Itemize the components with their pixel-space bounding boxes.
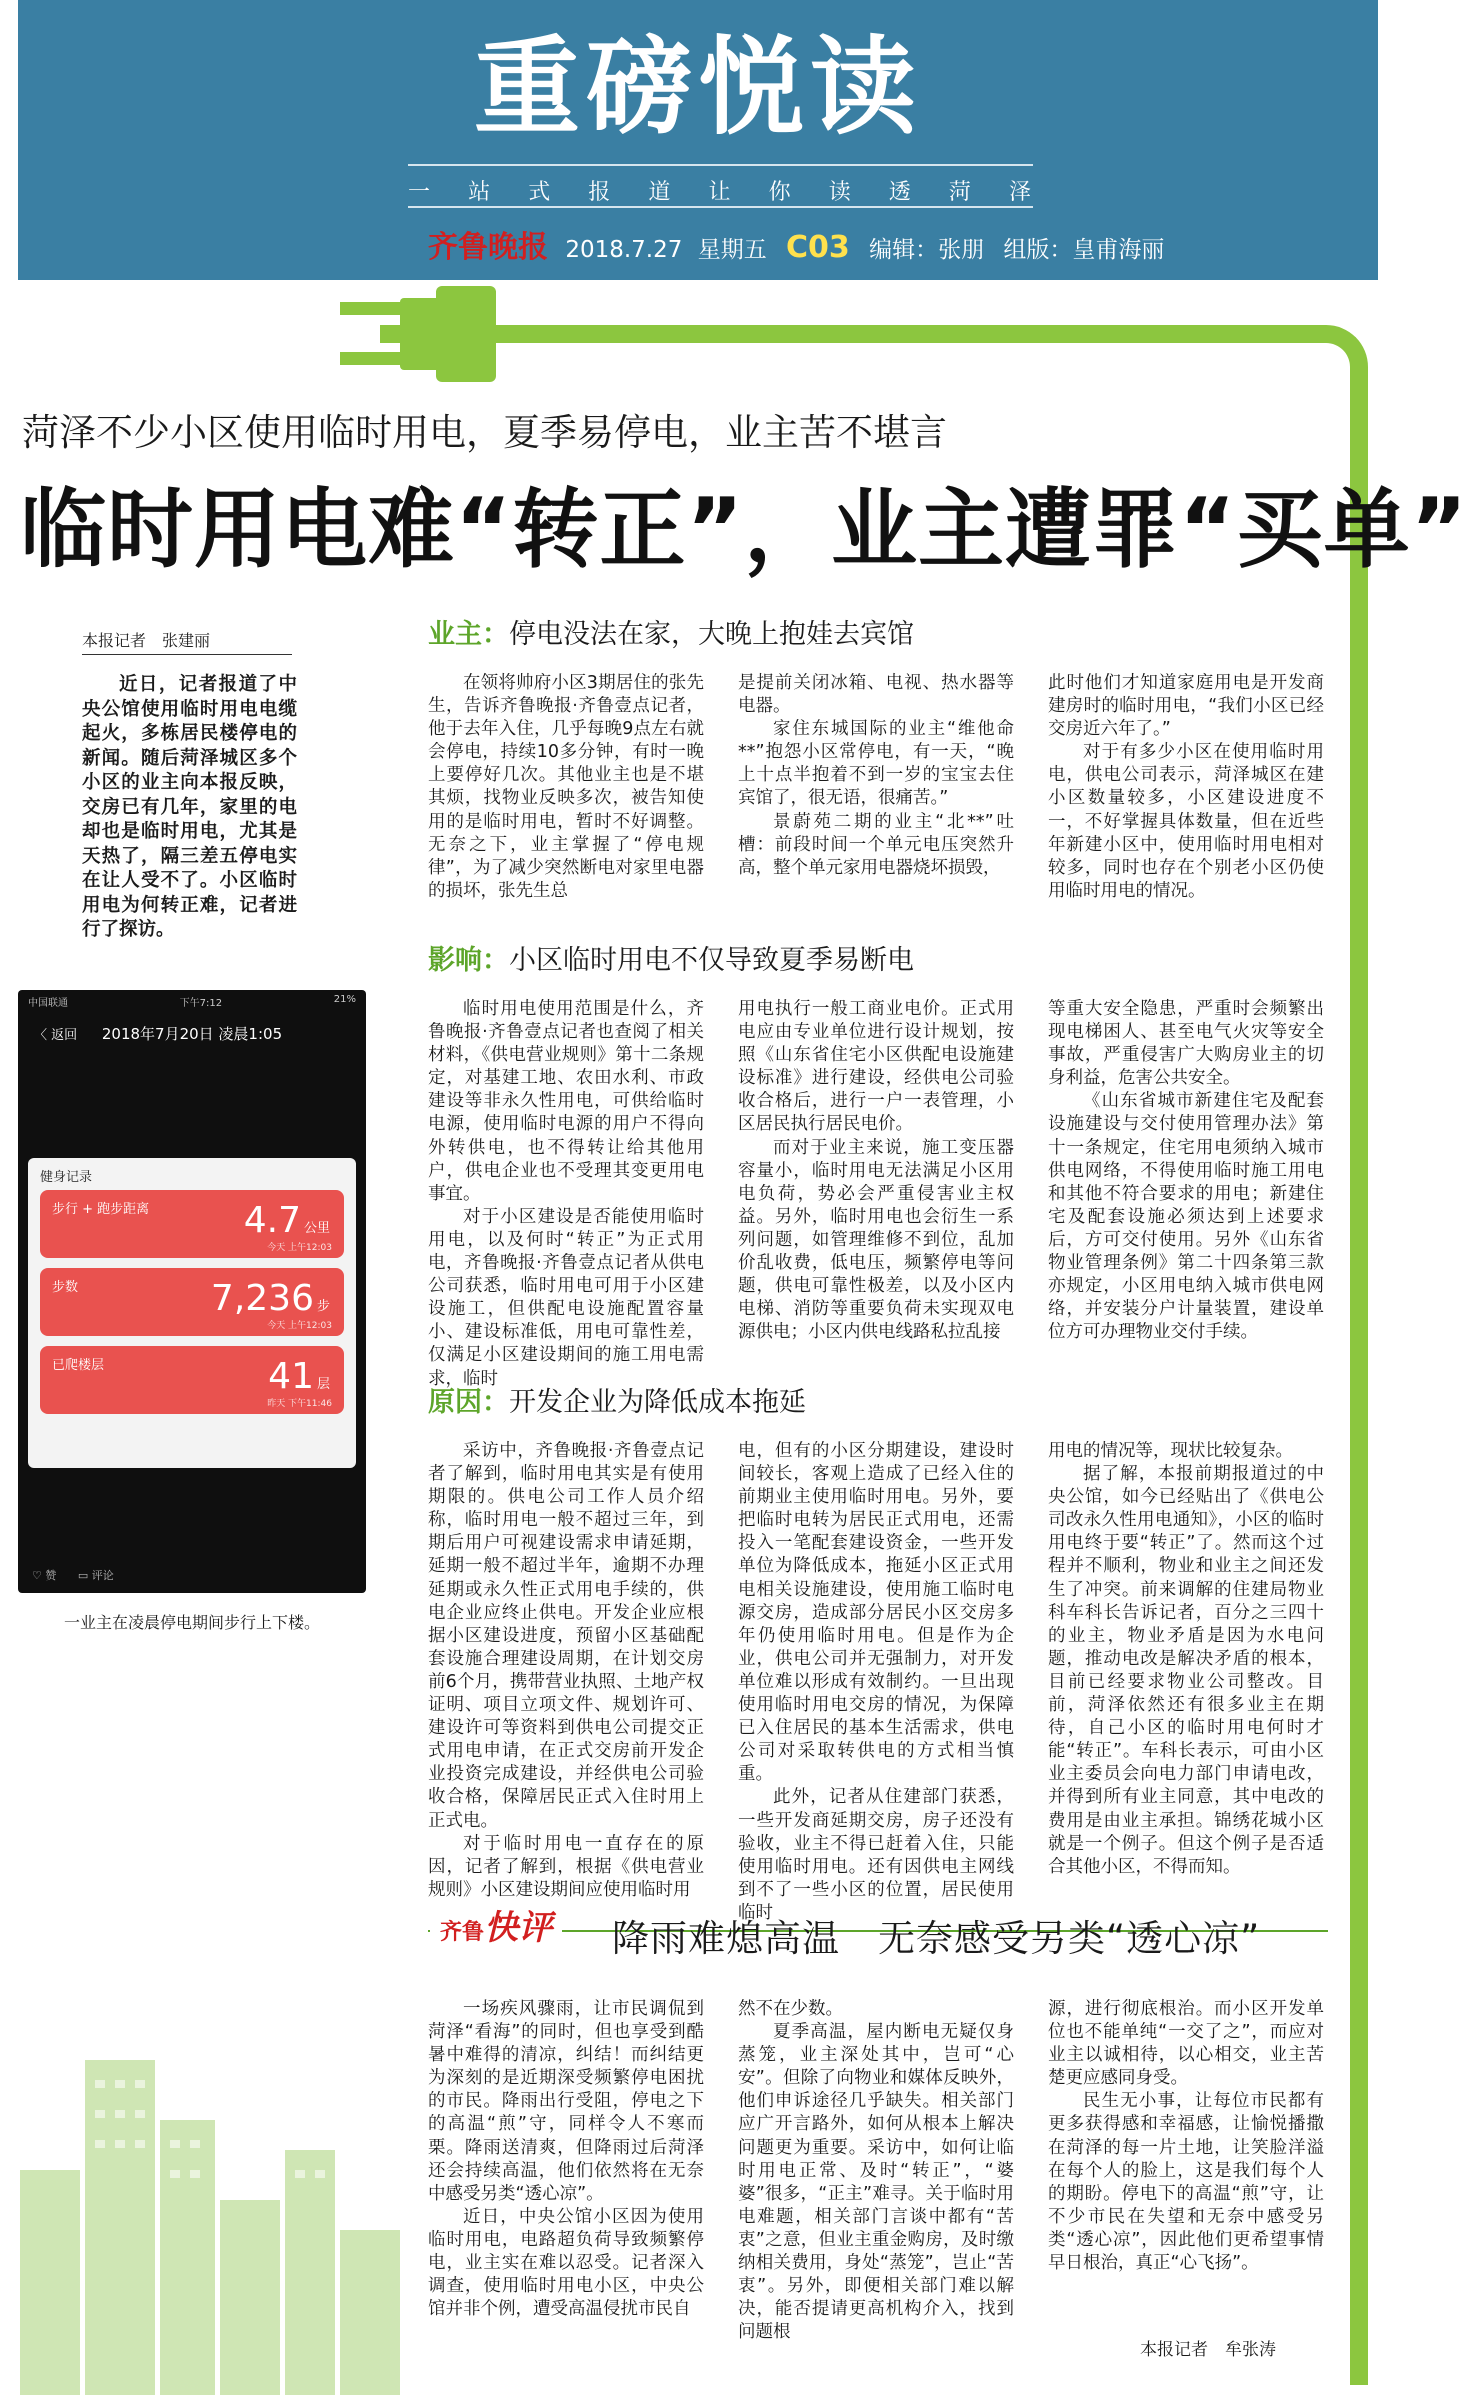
tile-value (244, 1200, 330, 1241)
paragraph: 《山东省城市新建住宅及配套设施建设与交付使用管理办法》第十一条规定，住宅用电须纳入城市供电网络，不得使用临时施工用电和其他不符合要求的用电；新建住宅及配套设施必须达到上述要求后，方可交付使用。另外《山东省物业管理条例》第二十四条第三款亦规定，小区用电纳入城市供电网络，并安装分户计量装置，建设单位方可办理物业交付手续。 (1048, 1091, 1324, 1343)
tile-label: 已爬楼层 (52, 1358, 105, 1373)
tile-label: 步行 + 跑步距离 (52, 1202, 150, 1217)
comment-logo-b: 快评 (484, 1908, 553, 1948)
tile-number: 4.7 (243, 1200, 301, 1241)
section2-col1 (428, 998, 704, 1389)
paragraph: 夏季高温，屋内断电无疑仅身蒸笼，业主深处其中，岂可“心安”。但除了向物业和媒体反映外，他们申诉途径几乎缺失。相关部门应广开言路外，如何从根本上解决问题更为重要。采访中，如何让临时用电正常、及时“转正”，“婆婆”很多，“正主”难寻。关于临时用电难题，相关部门言谈中都有“苦衷”之意，但业主重金购房，及时缴纳相关费用，身处“蒸笼”，岂止“苦衷”。另外，即便相关部门难以解决，能否提请更高机构介入，找到问题根 (738, 2022, 1014, 2343)
section1-col2 (738, 672, 1014, 926)
paragraph: 此时他们才知道家庭用电是开发商建房时的临时用电，“我们小区已经交房近六年了。” (1048, 673, 1324, 740)
issue-date: 2018.7.27 (565, 237, 683, 263)
tile-value (268, 1356, 330, 1397)
photo-caption: 一业主在凌晨停电期间步行上下楼。 (63, 1613, 320, 1632)
section2-col3 (1048, 998, 1324, 1368)
phone-title: 2018年7月20日 凌晨1:05 (101, 1025, 283, 1043)
section1-col1 (428, 672, 704, 926)
plug-prong-icon (340, 352, 404, 365)
tile-unit: 公里 (303, 1221, 330, 1236)
paragraph: 一场疾风骤雨，让市民调侃到菏泽“看海”的同时，但也享受到酷暑中难得的清凉，纠结！而纠结更为深刻的是近期深受频繁停电困扰的市民。降雨出行受阻，停电之下的高温“煎”守，同样令人不寒而栗。降雨送清爽，但降雨过后菏泽还会持续高温，他们依然将在无奈中感受另类“透心凉”。 (428, 1999, 704, 2204)
comment-label[interactable]: 评论 (91, 1569, 114, 1582)
section-head-cause (428, 1380, 806, 1419)
section2-col2 (738, 998, 1014, 1368)
comment-col2 (738, 1998, 1014, 2370)
floors-tile (40, 1346, 344, 1414)
back-button[interactable]: 〈 返回 (34, 1028, 78, 1043)
comment-title: 降雨难熄高温 无奈感受另类“透心凉” (612, 1917, 1261, 1960)
paragraph: 在领将帅府小区3期居住的张先生，告诉齐鲁晚报·齐鲁壹点记者，他于去年入住，几乎每晚9点左右就会停电，持续10多分钟，有时一晚上要停好几次。其他业主也是不堪其烦，找物业反映多次，被告知使用的是临时用电，暂时不好调整。无奈之下，业主掌握了“停电规律”，为了减少突然断电对家里电器的损坏，张先生总 (428, 673, 704, 901)
section-tag: 原因： (428, 1387, 509, 1418)
section-head-impact (428, 938, 914, 977)
section3-col3 (1048, 1440, 1324, 1880)
comment-col3 (1048, 1998, 1324, 2318)
masthead (18, 0, 1378, 280)
main-headline: 临时用电难“转正”，业主遭罪“买单” (20, 480, 1468, 580)
paragraph: 景蔚苑二期的业主“北**”吐槽：前段时间一个单元电压突然升高，整个单元家用电器烧坏损毁， (738, 811, 1014, 878)
masthead-rule (408, 164, 1033, 166)
masthead-info (428, 222, 1164, 266)
section-head-owners (428, 612, 914, 651)
byline: 本报记者 张建丽 (82, 628, 292, 655)
page-number: C03 (786, 230, 850, 265)
paragraph: 是提前关闭冰箱、电视、热水器等电器。 (738, 673, 1014, 717)
plug-prong-icon (340, 302, 404, 315)
section-tag: 业主： (428, 619, 509, 650)
tile-label: 步数 (52, 1280, 79, 1295)
masthead-title: 重磅悦读 (474, 26, 922, 149)
comment-icon[interactable]: ▭ (77, 1569, 89, 1582)
battery: 21% (333, 994, 356, 1005)
phone-actions (32, 1567, 114, 1583)
masthead-subtitle: 一站式报道让你读透菏泽 (408, 180, 1033, 205)
paragraph: 对于有多少小区在使用临时用电，供电公司表示，菏泽城区在建小区数量较多，小区建设进度不一，不好掌握具体数量，但在近些年新建小区中，使用临时用电相对较多，同时也存在个别老小区仍使用临时用电的情况。 (1048, 742, 1324, 901)
paragraph: 而对于业主来说，施工变压器容量小，临时用电无法满足小区用电负荷，势必会严重侵害业主权益。另外，临时用电也会衍生一系列问题，如管理维修不到位，乱加价乱收费，低电压，频繁停电等问题，供电可靠性极差，以及小区内电梯、消防等重要负荷未实现双电源供电；小区内供电线路私拉乱接 (738, 1137, 1014, 1343)
fitness-card (28, 1158, 356, 1468)
like-icon[interactable]: ♡ (32, 1569, 42, 1582)
masthead-rule (408, 206, 1033, 208)
section-title: 停电没法在家，大晚上抱娃去宾馆 (509, 619, 914, 650)
distance-tile (40, 1190, 344, 1258)
tile-time: 今天 上午12:03 (267, 1321, 332, 1331)
paragraph: 电，但有的小区分期建设，建设时间较长，客观上造成了已经入住的前期业主使用临时用电。另外，要把临时电转为居民正式用电，还需投入一笔配套建设资金，一些开发单位为降低成本，拖延小区正式用电相关设施建设，使用施工临时电源交房，造成部分居民小区交房多年仍使用临时用电。但是作为企业，供电公司并无强制力，对开发单位难以形成有效制约。一旦出现使用临时用电交房的情况，为保障已入住居民的基本生活需求，供电公司对采取转供电的方式相当慎重。 (738, 1441, 1014, 1785)
section-title: 开发企业为降低成本拖延 (509, 1387, 806, 1418)
paragraph: 对于小区建设是否能使用临时用电，以及何时“转正”为正式用电，齐鲁晚报·齐鲁壹点记者从供电公司获悉，临时用电可用于小区建设施工，但供配电设施配置容量小、建设标准低，用电可靠性差，仅满足小区建设期间的施工用电需求，临时 (428, 1206, 704, 1389)
tile-unit: 层 (316, 1377, 330, 1392)
paragraph: 近日，中央公馆小区因为使用临时用电，电路超负荷导致频繁停电，业主实在难以忍受。记者深入调查，使用临时用电小区，中央公馆并非个例，遭受高温侵扰市民自 (428, 2206, 704, 2320)
paragraph: 据了解，本报前期报道过的中央公馆，如今已经贴出了《供电公司改永久性用电通知》，小区的临时用电终于要“转正”了。然而这个过程并不顺利，物业和业主之间还发生了冲突。前来调解的住建局物业科车科长告诉记者，百分之三四十的业主，物业矛盾是因为水电问题，推动电改是解决矛盾的根本，目前已经要求物业公司整改。目前，菏泽依然还有很多业主在期待，自己小区的临时用电何时才能“转正”。车科长表示，可由小区业主委员会向电力部门申请电改，并得到所有业主同意，其中电改的费用是由业主承担。锦绣花城小区就是一个例子。但这个例子是否适合其他小区，不得而知。 (1048, 1464, 1324, 1877)
carrier: 中国联通 (28, 998, 68, 1009)
section3-col2 (738, 1440, 1014, 1923)
tile-number: 41 (268, 1356, 314, 1397)
paragraph: 然不在少数。 (738, 1999, 843, 2019)
comment-col1 (428, 1998, 704, 2370)
tile-time: 昨天 下午11:46 (267, 1399, 332, 1409)
skyline-illustration (0, 2000, 430, 2395)
paragraph: 用电的情况等，现状比较复杂。 (1048, 1441, 1293, 1461)
paragraph: 用电执行一般工商业电价。正式用电应由专业单位进行设计规划，按照《山东省住宅小区供配电设施建设标准》进行建设，经供电公司验收合格后，进行一户一表管理，小区居民执行居民电价。 (738, 999, 1014, 1135)
paragraph: 对于临时用电一直存在的原因，记者了解到，根据《供电营业规则》小区建设期间应使用临时用 (428, 1833, 704, 1900)
clock: 下午7:12 (179, 998, 223, 1009)
paragraph: 源，进行彻底根治。而小区开发单位也不能单纯“一交了之”，而应对业主以诚相待，以心相交，业主苦楚更应感同身受。 (1048, 1999, 1324, 2089)
paragraph: 家住东城国际的业主“维他命**”抱怨小区常停电，有一天，“晚上十点半抱着不到一岁的宝宝去住宾馆了，很无语，很痛苦。” (738, 719, 1014, 809)
tile-number: 7,236 (210, 1278, 314, 1319)
paragraph: 采访中，齐鲁晚报·齐鲁壹点记者了解到，临时用电其实是有使用期限的。供电公司工作人员介绍称，临时用电一般不超过三年，到期后用户可视建设需求申请延期，延期一般不超过半年，逾期不办理延期或永久性正式用电手续的，供电企业应终止供电。开发企业应根据小区建设进度，预留小区基础配套设施合理建设周期，在计划交房前6个月，携带营业执照、土地产权证明、项目立项文件、规划许可、建设许可等资料到供电公司提交正式用电申请，在正式交房前开发企业投资完成建设，并经供电公司验收合格，保障居民正式入住时用上正式电。 (428, 1441, 704, 1831)
plug-icon (436, 286, 496, 382)
paragraph: 临时用电使用范围是什么，齐鲁晚报·齐鲁壹点记者也查阅了相关材料，《供电营业规则》第十二条规定，对基建工地、农田水利、市政建设等非永久性用电，可供给临时电源，使用临时电源的用户不得向外转供电，也不得转让给其他用户，供电企业也不受理其变更用电事宜。 (428, 999, 704, 1204)
comment-logo-a: 齐鲁 (440, 1920, 485, 1945)
tile-value (211, 1278, 330, 1319)
paragraph: 民生无小事，让每位市民都有更多获得感和幸福感，让愉悦播撒在菏泽的每一片土地，让笑脸洋溢在每个人的脸上，这是我们每个人的期盼。停电下的高温“煎”守，让不少市民在失望和无奈中感受另类“透心凉”，因此他们更希望事情早日根治，真正“心飞扬”。 (1048, 2091, 1324, 2274)
tile-time: 今天 上午12:03 (267, 1243, 332, 1253)
kicker-headline: 菏泽不少小区使用临时用电，夏季易停电，业主苦不堪言 (22, 411, 947, 454)
paper-name: 齐鲁晚报 (428, 230, 548, 265)
editor: 编辑：张朋 (869, 237, 985, 263)
section-title: 小区临时用电不仅导致夏季易断电 (509, 945, 914, 976)
paragraph: 此外，记者从住建部门获悉，一些开发商延期交房，房子还没有验收，业主不得已赶着入住，只能使用临时用电。还有因供电主网线到不了一些小区的位置，居民使用临时 (738, 1787, 1014, 1923)
phone-nav (18, 1012, 366, 1052)
lead-paragraph: 近日，记者报道了中央公馆使用临时用电电缆起火，多栋居民楼停电的新闻。随后菏泽城区多个小区的业主向本报反映，交房已有几年，家里的电却也是临时用电，尤其是天热了，隔三差五停电实在让人受不了。小区临时用电为何转正难，记者进行了探访。 (82, 674, 297, 940)
tile-unit: 步 (316, 1299, 330, 1314)
steps-tile (40, 1268, 344, 1336)
like-label[interactable]: 赞 (45, 1569, 57, 1582)
section-tag: 影响： (428, 945, 509, 976)
section1-col3 (1048, 672, 1324, 926)
issue-weekday: 星期五 (697, 237, 767, 263)
comment-logo (430, 1900, 562, 1949)
fitness-heading: 健身记录 (40, 1170, 93, 1185)
paragraph: 等重大安全隐患，严重时会频繁出现电梯困人、甚至电气火灾等安全事故，严重侵害广大购房业主的切身利益，危害公共安全。 (1048, 999, 1324, 1089)
comment-byline: 本报记者 牟张涛 (1140, 2340, 1276, 2360)
section3-col1 (428, 1440, 704, 1900)
phone-screenshot (18, 990, 366, 1593)
phone-status-bar (28, 994, 356, 1009)
layout-editor: 组版：皇甫海丽 (1003, 237, 1165, 263)
